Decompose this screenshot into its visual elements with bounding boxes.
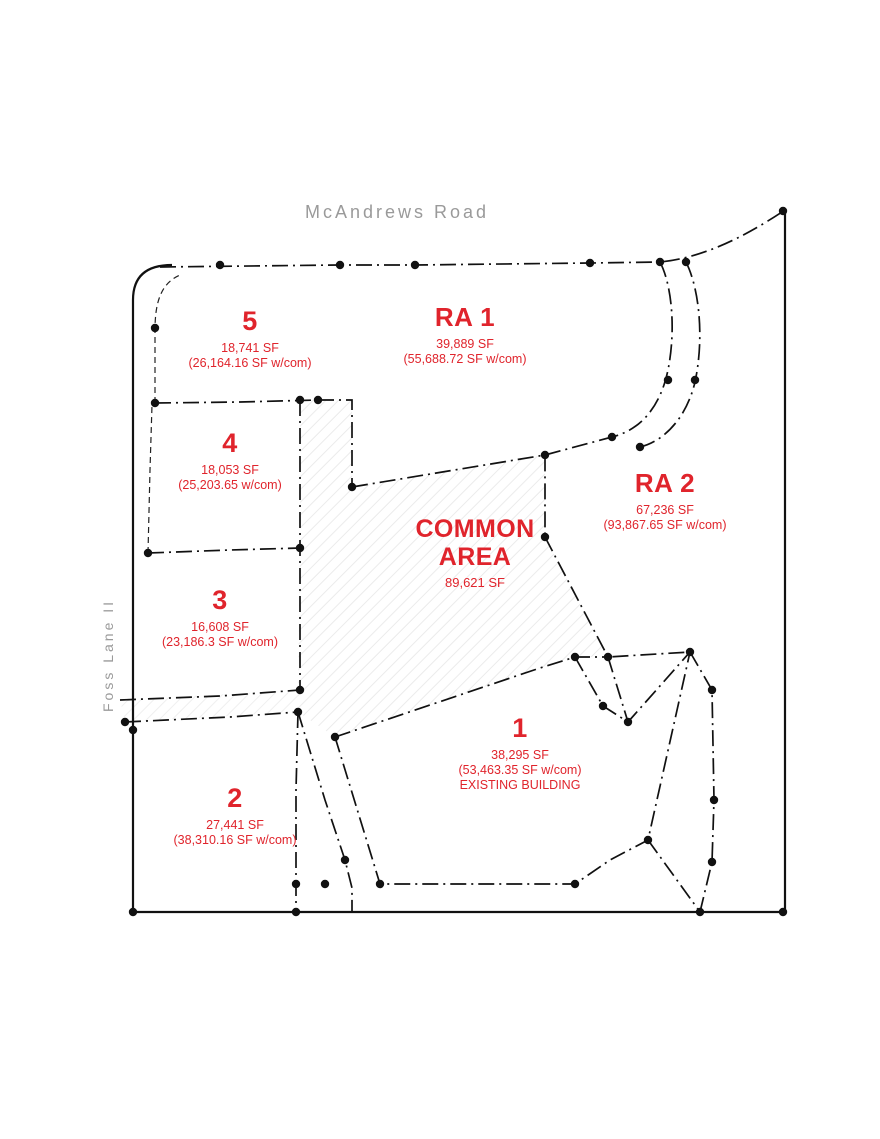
lot-ra1-area: 39,889 SF xyxy=(436,336,494,351)
lot-ra1-area-with-com: (55,688.72 SF w/com) xyxy=(403,351,527,366)
lot-1-area: 38,295 SF xyxy=(491,747,549,762)
lot-5-id: 5 xyxy=(242,306,258,336)
road-label-mcandrews: McAndrews Road xyxy=(305,202,490,222)
lot-ra2-id: RA 2 xyxy=(634,468,696,498)
lot-2-area: 27,441 SF xyxy=(206,817,264,832)
lot-lines-dashed xyxy=(148,275,180,553)
lot-5-area-with-com: (26,164.16 SF w/com) xyxy=(188,356,312,371)
common-area-name-line2: AREA xyxy=(438,543,512,571)
lot-ra2-area: 67,236 SF xyxy=(636,502,694,517)
lot-ra2-area-with-com: (93,867.65 SF w/com) xyxy=(603,517,727,532)
lot-2-area-with-com: (38,310.16 SF w/com) xyxy=(173,833,297,848)
lot-3-area-with-com: (23,186.3 SF w/com) xyxy=(161,635,278,650)
lot-ra1-id: RA 1 xyxy=(434,302,496,332)
road-label-foss-lane: Foss Lane II xyxy=(100,598,116,712)
lot-5-area: 18,741 SF xyxy=(221,340,279,355)
lot-2-id: 2 xyxy=(227,783,243,813)
lot-1-id: 1 xyxy=(512,713,528,743)
lot-3-area: 16,608 SF xyxy=(191,619,249,634)
common-area-name-line1: COMMON xyxy=(415,515,535,543)
lot-4-id: 4 xyxy=(222,428,238,458)
common-area-label xyxy=(330,515,620,591)
common-area-size: 89,621 SF xyxy=(445,575,505,590)
lot-1-note: EXISTING BUILDING xyxy=(459,778,581,793)
lot-4-area-with-com: (25,203.65 w/com) xyxy=(178,478,282,493)
lot-1-area-with-com: (53,463.35 SF w/com) xyxy=(458,763,582,778)
lot-3-id: 3 xyxy=(212,585,228,615)
lot-4-area: 18,053 SF xyxy=(201,462,259,477)
